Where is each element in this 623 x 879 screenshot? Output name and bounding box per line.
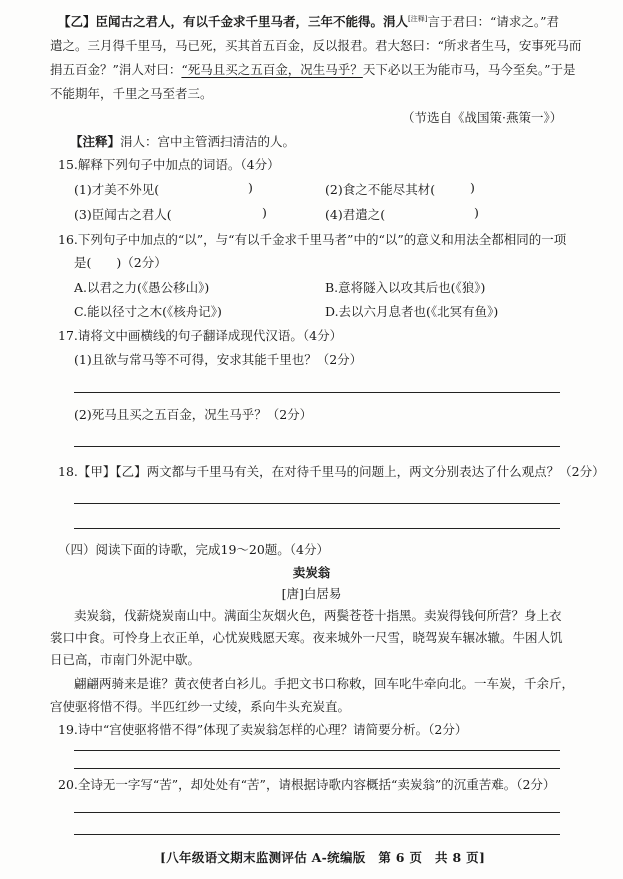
q18-answer-line-2[interactable] bbox=[74, 528, 560, 529]
passage-yi-line-1: 【乙】臣闻古之君人，有以千金求千里马者，三年不能得。涓人[注释]言于君曰：“请求之。”君 bbox=[58, 14, 560, 29]
q15-item-4: (4)君遣之( bbox=[325, 207, 386, 222]
q15-item-2: (2)食之不能尽其材( bbox=[325, 182, 436, 197]
q16-option-b: B.意将隧入以攻其后也(《狼》) bbox=[325, 280, 486, 295]
q15-item-4-close: ) bbox=[474, 205, 479, 220]
q20-answer-line-1[interactable] bbox=[74, 812, 560, 813]
q17-sub-2: (2)死马且买之五百金，况生马乎？（2分） bbox=[74, 407, 313, 422]
passage-yi-line-2: 遣之。三月得千里马，马已死，买其首五百金，反以报君。君大怒曰：“所求者生马，安事死马而 bbox=[50, 38, 582, 53]
q16-option-a: A.以君之力(《愚公移山》) bbox=[74, 280, 210, 295]
q18-title: 18.【甲】【乙】两文都与千里马有关，在对待千里马的问题上，两文分别表达了什么观点？（2分） bbox=[58, 464, 605, 479]
passage-yi-line-4: 不能期年，千里之马至者三。 bbox=[50, 86, 213, 101]
q16-option-c: C.能以径寸之木(《核舟记》) bbox=[74, 304, 222, 319]
q19-answer-line-2[interactable] bbox=[74, 768, 560, 769]
note-mark: [注释] bbox=[408, 14, 428, 23]
q19-answer-line-1[interactable] bbox=[74, 750, 560, 751]
q15-item-3: (3)臣闻古之君人( bbox=[74, 207, 172, 222]
q15-title: 15.解释下列句子中加点的词语。（4分） bbox=[58, 157, 280, 172]
poem-line-3: 日已高，市南门外泥中歇。 bbox=[50, 652, 201, 667]
q18-answer-line-1[interactable] bbox=[74, 503, 560, 504]
poem-author: [唐]白居易 bbox=[281, 586, 342, 601]
q15-item-1-close: ) bbox=[248, 180, 253, 195]
poem-line-1: 卖炭翁，伐薪烧炭南山中。满面尘灰烟火色，两鬓苍苍十指黑。卖炭得钱何所营？身上衣 bbox=[74, 608, 562, 623]
page-footer: [八年级语文期末监测评估 A-统编版 第 6 页 共 8 页] bbox=[160, 850, 486, 865]
passage-source: （节选自《战国策·燕策一》） bbox=[402, 110, 563, 125]
passage-yi-line-3: 捐五百金？”涓人对曰：“死马且买之五百金，况生马乎？天下必以王为能市马，马今至矣。”于是 bbox=[50, 62, 576, 77]
section4-title: （四）阅读下面的诗歌，完成19～20题。（4分） bbox=[58, 542, 330, 557]
q17-answer-line-1[interactable] bbox=[74, 392, 560, 393]
q16-option-d: D.去以六月息者也(《北冥有鱼》) bbox=[325, 304, 499, 319]
q15-item-3-close: ) bbox=[262, 205, 267, 220]
q20-answer-line-2[interactable] bbox=[74, 834, 560, 835]
q15-item-2-close: ) bbox=[470, 180, 475, 195]
q16-title-2: 是( )（2分） bbox=[74, 255, 167, 270]
q16-title: 16.下列句子中加点的“以”，与“有以千金求千里马者”中的“以”的意义和用法全都相同的一项 bbox=[58, 232, 567, 247]
q17-sub-1: (1)且欲与常马等不可得，安求其能千里也？（2分） bbox=[74, 352, 363, 367]
annotation: 【注释】涓人：宫中主管洒扫清洁的人。 bbox=[70, 134, 296, 149]
q19-title: 19.诗中“宫使驱将惜不得”体现了卖炭翁怎样的心理？请简要分析。（2分） bbox=[58, 722, 468, 737]
q20-title: 20.全诗无一字写“苦”，却处处有“苦”，请根据诗歌内容概括“卖炭翁”的沉重苦难。（2分） bbox=[58, 777, 556, 792]
q17-title: 17.请将文中画横线的句子翻译成现代汉语。（4分） bbox=[58, 328, 343, 343]
q15-item-1: (1)才美不外见( bbox=[74, 182, 160, 197]
poem-title: 卖炭翁 bbox=[292, 565, 331, 580]
poem-line-2: 裳口中食。可怜身上衣正单，心忧炭贱愿天寒。夜来城外一尺雪，晓驾炭车辗冰辙。牛困人饥 bbox=[50, 630, 563, 645]
q17-answer-line-2[interactable] bbox=[74, 446, 560, 447]
poem-line-5: 宫使驱将惜不得。半匹红纱一丈绫，系向牛头充炭直。 bbox=[50, 699, 351, 714]
underlined-sentence: “死马且买之五百金，况生马乎？ bbox=[181, 62, 363, 77]
poem-line-4: 翩翩两骑来是谁？黄衣使者白衫儿。手把文书口称敕，回车叱牛牵向北。一车炭，千余斤， bbox=[74, 676, 575, 691]
